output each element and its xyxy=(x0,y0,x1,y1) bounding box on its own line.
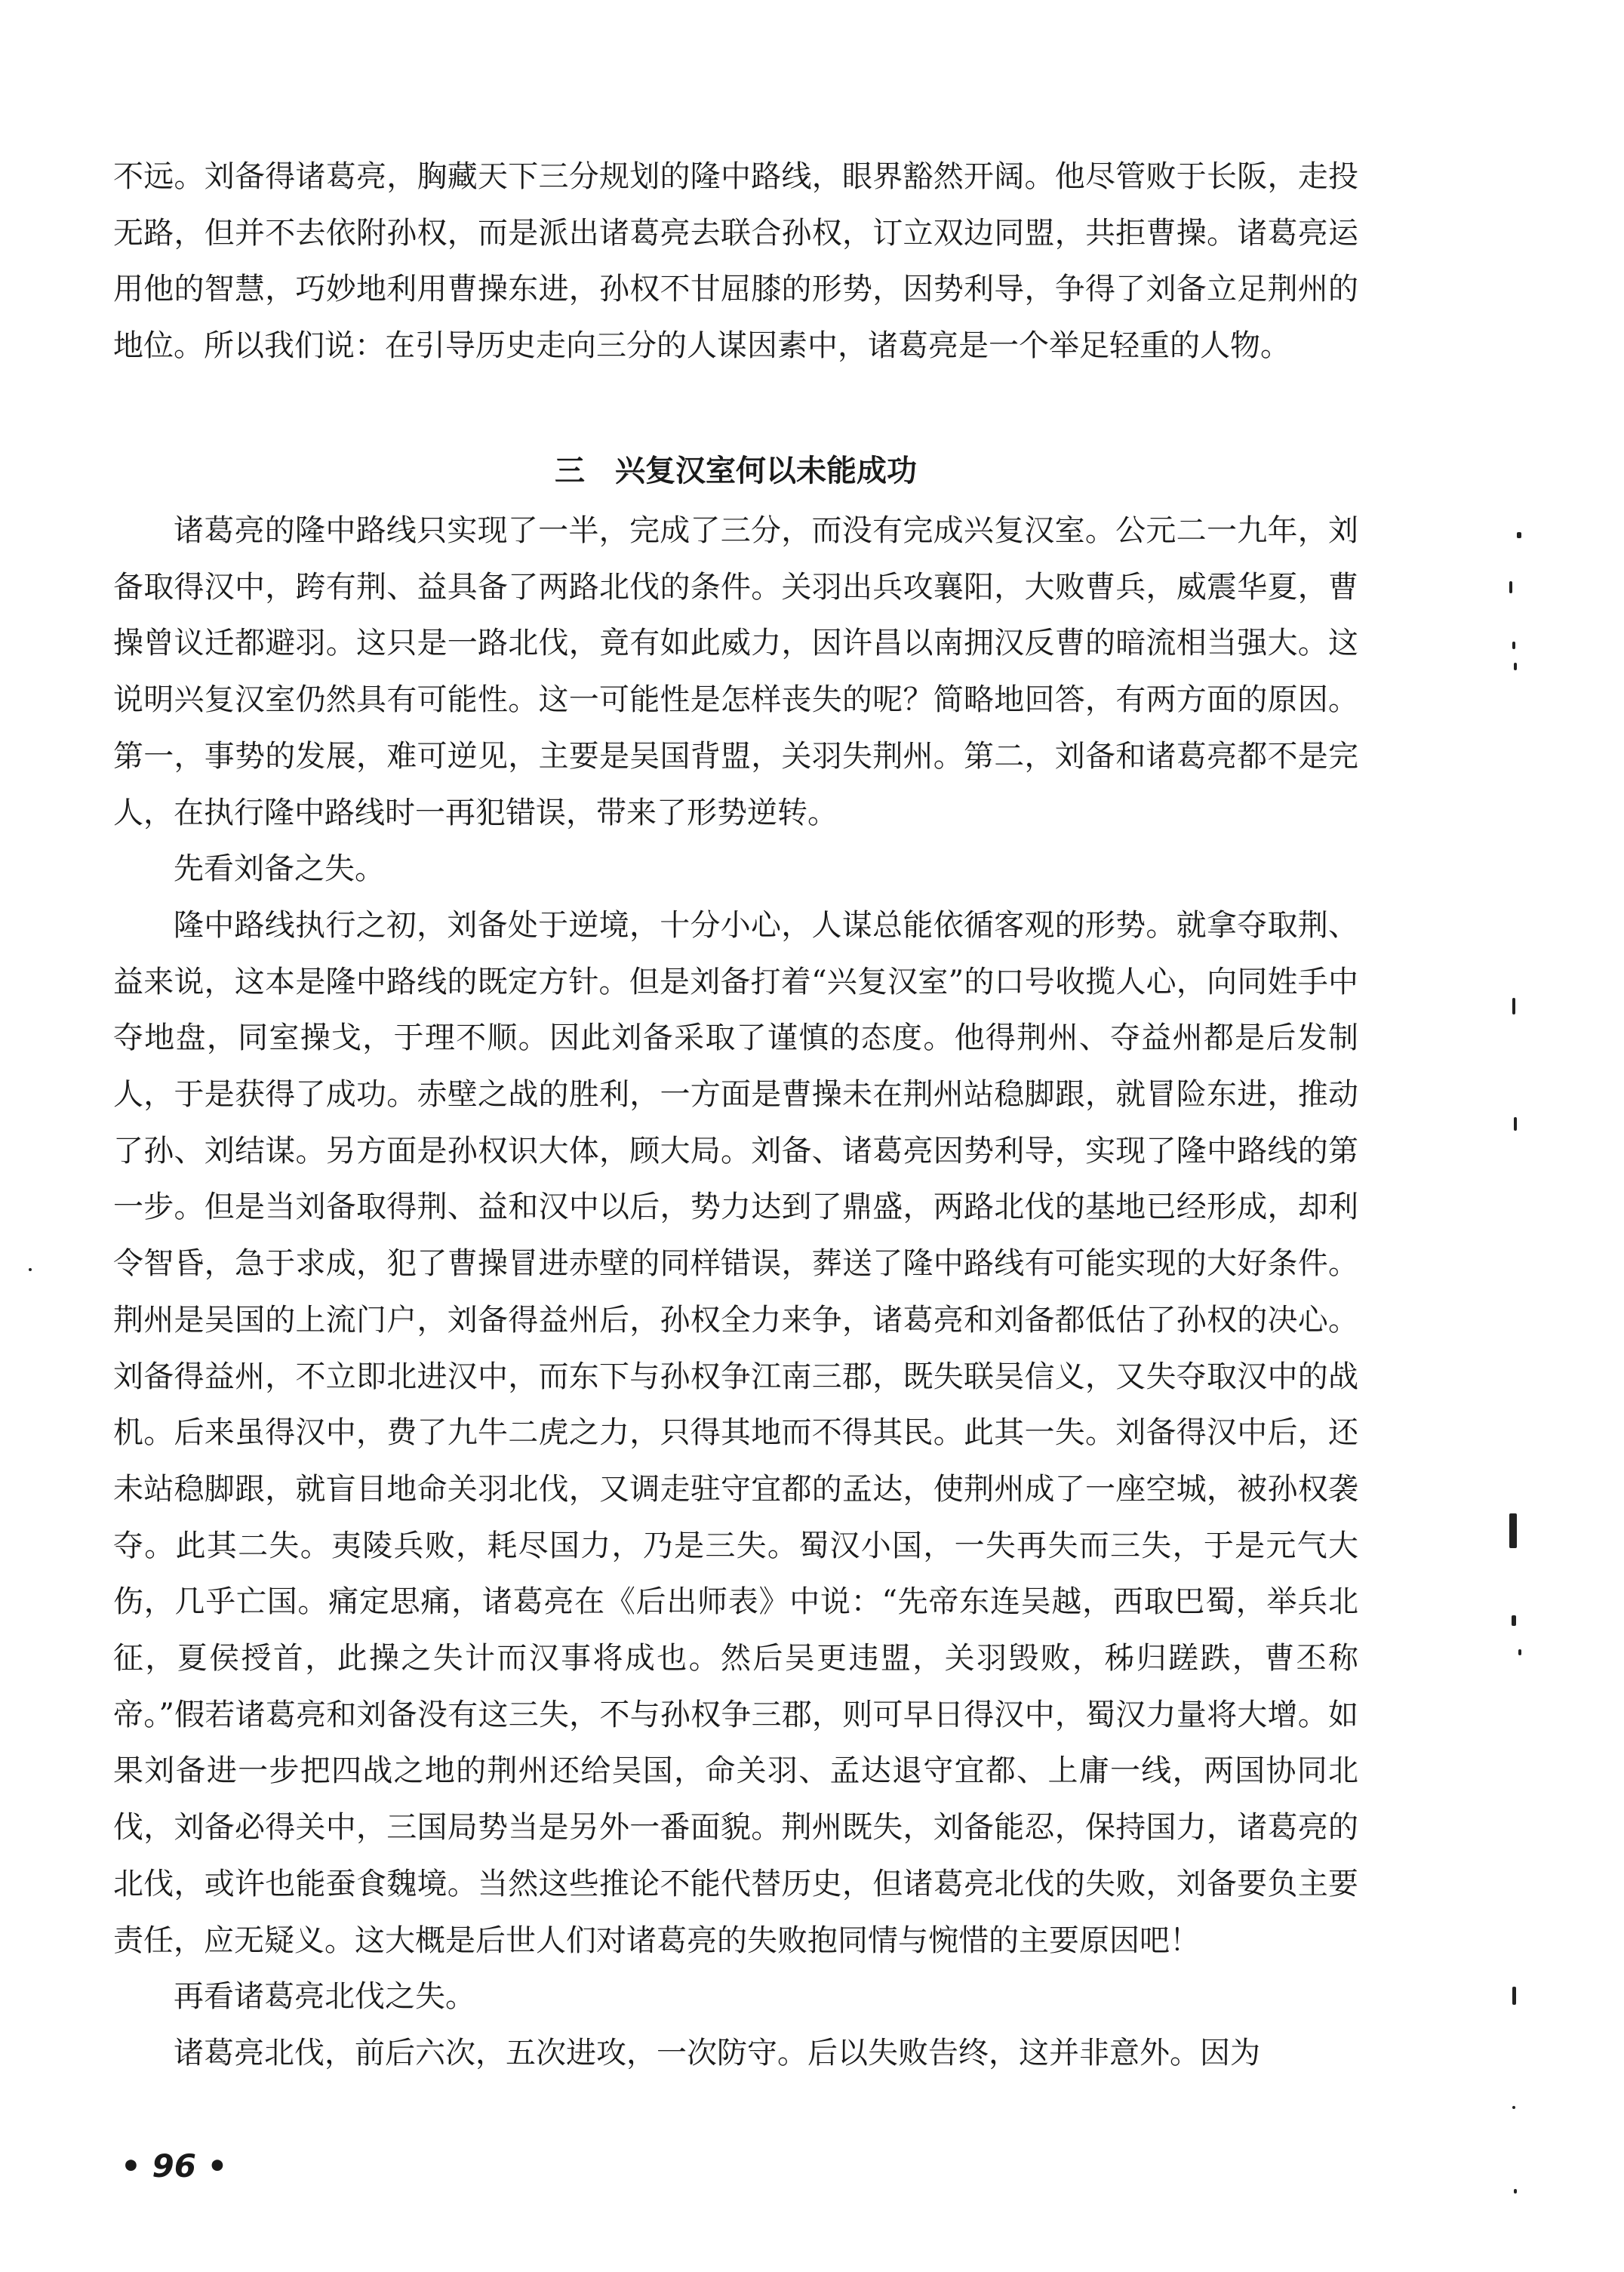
paragraph: 诸葛亮北伐，前后六次，五次进攻，一次防守。后以失败告终，这并非意外。因为 xyxy=(174,2035,1260,2070)
paragraph-continued: 不远。刘备得诸葛亮，胸藏天下三分规划的隆中路线，眼界豁然开阔。他尽管败于长阪，走投无路，但并不去依附孙权，而是派出诸葛亮去联合孙权，订立双边同盟，共拒曹操。诸葛亮运用他的智慧，巧妙地利用曹操东进，孙权不甘屈膝的形势，因势利导，争得了刘备立足荆州的地位。所以我们说：在引导历史走向三分的人谋因素中，诸葛亮是一个举足轻重的人物。 xyxy=(113,159,1358,364)
paragraph: 再看诸葛亮北伐之失。 xyxy=(174,1979,475,2015)
scan-mark xyxy=(1509,581,1512,593)
scan-mark xyxy=(1512,642,1515,649)
scan-mark xyxy=(1512,1987,1516,2005)
paragraph: 先看刘备之失。 xyxy=(174,851,385,887)
scan-mark xyxy=(29,1268,32,1271)
page-number: • 96 • xyxy=(121,2147,228,2184)
paragraph: 隆中路线执行之初，刘备处于逆境，十分小心，人谋总能依循客观的形势。就拿夺取荆、益来说，这本是隆中路线的既定方针。但是刘备打着“兴复汉室”的口号收揽人心，向同姓手中夺地盘，同室操戈，于理不顺。因此刘备采取了谨慎的态度。他得荆州、夺益州都是后发制人，于是获得了成功。赤壁之战的胜利，一方面是曹操未在荆州站稳脚跟，就冒险东进，推动了孙、刘结谋。另方面是孙权识大体，顾大局。刘备、诸葛亮因势利导，实现了隆中路线的第一步。但是当刘备取得荆、益和汉中以后，势力达到了鼎盛，两路北伐的基地已经形成，却利令智昏，急于求成，犯了曹操冒进赤壁的同样错误，葬送了隆中路线有可能实现的大好条件。荆州是吴国的上流门户，刘备得益州后，孙权全力来争，诸葛亮和刘备都低估了孙权的决心。刘备得益州，不立即北进汉中，而东下与孙权争江南三郡，既失联吴信义，又失夺取汉中的战机。后来虽得汉中，费了九牛二虎之力，只得其地而不得其民。此其一失。刘备得汉中后，还未站稳脚跟，就盲目地命关羽北伐，又调走驻守宜都的孟达，使荆州成了一座空城，被孙权袭夺。此其二失。夷陵兵败，耗尽国力，乃是三失。蜀汉小国，一失再失而三失，于是元气大伤，几乎亡国。痛定思痛，诸葛亮在《后出师表》中说：“先帝东连吴越，西取巴蜀，举兵北征，夏侯授首，此操之失计而汉事将成也。然后吴更违盟，关羽毁败，秭归蹉跌，曹丕称帝。”假若诸葛亮和刘备没有这三失，不与孙权争三郡，则可早日得汉中，蜀汉力量将大增。如果刘备进一步把四战之地的荆州还给吴国，命关羽、孟达退守宜都、上庸一线，两国协同北伐，刘备必得关中，三国局势当是另外一番面貌。荆州既失，刘备能忍，保持国力，诸葛亮的北伐，或许也能蚕食魏境。当然这些推论不能代替历史，但诸葛亮北伐的失败，刘备要负主要责任，应无疑义。这大概是后世人们对诸葛亮的失败抱同情与惋惜的主要原因吧！ xyxy=(113,907,1358,1958)
paragraph: 诸葛亮的隆中路线只实现了一半，完成了三分，而没有完成兴复汉室。公元二一九年，刘备取得汉中，跨有荆、益具备了两路北伐的条件。关羽出兵攻襄阳，大败曹兵，威震华夏，曹操曾议迁都避羽。这只是一路北伐，竟有如此威力，因许昌以南拥汉反曹的暗流相当强大。这说明兴复汉室仍然具有可能性。这一可能性是怎样丧失的呢？简略地回答，有两方面的原因。第一，事势的发展，难可逆见，主要是吴国背盟，关羽失荆州。第二，刘备和诸葛亮都不是完人，在执行隆中路线时一再犯错误，带来了形势逆转。 xyxy=(113,513,1358,830)
section-heading: 三 兴复汉室何以未能成功 xyxy=(555,454,917,488)
text-block-main xyxy=(113,503,1358,2082)
text-block-top xyxy=(113,149,1358,374)
scan-mark xyxy=(1518,1649,1521,1655)
scan-mark xyxy=(1514,663,1517,670)
scan-mark xyxy=(1514,1117,1517,1131)
scan-mark xyxy=(1512,2106,1515,2109)
scan-mark xyxy=(1509,1513,1517,1548)
scan-mark xyxy=(1512,998,1515,1014)
scan-mark xyxy=(1512,1615,1516,1626)
scan-mark xyxy=(1514,2189,1517,2193)
scan-mark xyxy=(1517,532,1521,538)
